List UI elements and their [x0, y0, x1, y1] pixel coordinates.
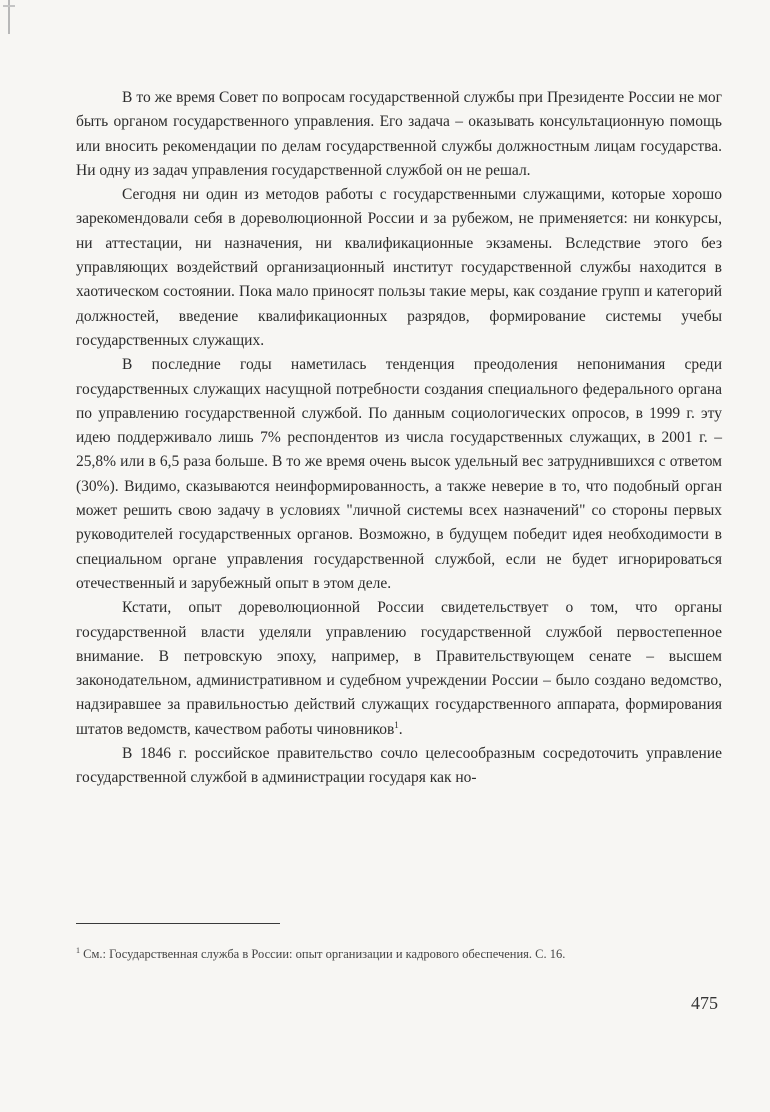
- paragraph-4-end: .: [398, 720, 403, 738]
- paragraph-3-text: В последние годы наметилась тенденция преодоления непонимания среди государственных служащих насущной потребности создания специального федерального органа по управлению государственной службой. По данным социологических опросов, в 1999 г. эту идею поддерживало лишь 7% респондентов из числа государственных служащих, в 2001 г. – 25,8% или в 6,5 раза больше. В то же время очень высок удельный вес затруднившихся с ответом (30%). Видимо, сказываются неинформированность, а также неверие в то, что подобный орган может решить свою задачу в условиях "личной системы всех назначений" со стороны первых руководителей государственных органов. Возможно, в будущем победит идея необходимости в специальном органе управления государственной службой, если не будет игнорироваться отечественный и зарубежный опыт в этом деле.: [76, 356, 722, 592]
- paragraph-4-text: Кстати, опыт дореволюционной России свидетельствует о том, что органы государственной власти уделяли управлению государственной службой первостепенное внимание. В петровскую эпоху, например, в Правительствующем сенате – высшем законодательном, административном и судебном учреждении России – было создано ведомство, надзиравшее за правильностью действий служащих государственного аппарата, формирования штатов ведомств, качеством работы чиновников: [76, 599, 722, 738]
- paragraph-2: [76, 183, 722, 353]
- paragraph-2-text: Сегодня ни один из методов работы с государственными служащими, которые хорошо зарекомендовали себя в дореволюционной России и за рубежом, не применяется: ни конкурсы, ни аттестации, ни назначения, ни квалификационные экзамены. Вследствие этого без управляющих воздействий организационный институт государственной службы находится в хаотическом состоянии. Пока мало приносят пользы такие меры, как создание групп и категорий должностей, введение квалификационных разрядов, формирование системы учебы государственных служащих.: [76, 186, 722, 349]
- paragraph-1-text: В то же время Совет по вопросам государственной службы при Президенте России не мог быть органом государственного управления. Его задача – оказывать консультационную помощь или вносить рекомендации по делам государственной службы должностным лицам государства. Ни одну из задач управления государственной службой он не решал.: [76, 89, 722, 179]
- paragraph-1: [76, 86, 722, 183]
- paragraph-5: [76, 742, 722, 791]
- paragraph-4: [76, 596, 722, 742]
- main-text: [76, 86, 722, 791]
- paragraph-3: [76, 353, 722, 596]
- scan-edge-mark-top: [3, 5, 15, 7]
- paragraph-5-text: В 1846 г. российское правительство сочло целесообразным сосредоточить управление государственной службой в администрации государя как но-: [76, 745, 722, 787]
- page-number: 475: [691, 993, 718, 1013]
- footnote-reference: 1: [394, 719, 399, 730]
- footnote-text: См.: Государственная служба в России: опыт организации и кадрового обеспечения. С. 16.: [80, 947, 566, 961]
- footnote-mark: 1: [76, 945, 80, 955]
- footnote-divider: [76, 923, 280, 924]
- footnote: [76, 944, 722, 964]
